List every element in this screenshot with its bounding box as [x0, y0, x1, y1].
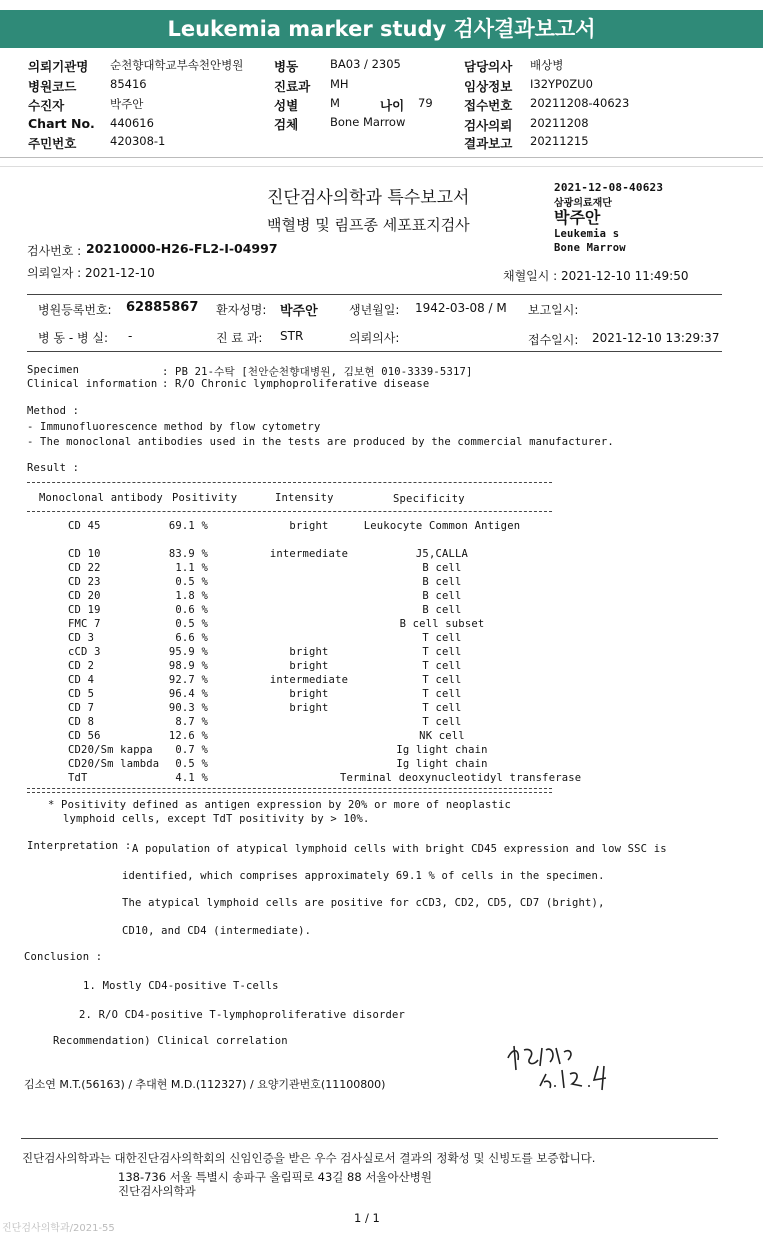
value-physician: 배상병 — [530, 58, 564, 72]
recommendation: Recommendation) Clinical correlation — [53, 1035, 288, 1047]
intensity-value: bright — [289, 660, 329, 672]
intensity-value: intermediate — [269, 674, 349, 686]
positivity-value: 8.7 % — [175, 716, 208, 728]
label-receipt-no: 접수번호 — [464, 98, 513, 113]
positivity-value: 83.9 % — [168, 548, 208, 560]
department-name: 진단검사의학과 — [118, 1184, 196, 1198]
positivity-value: 0.6 % — [175, 604, 208, 616]
value-clinical-code: I32YP0ZU0 — [530, 77, 593, 91]
th-intensity: Intensity — [275, 492, 334, 504]
positivity-value: 1.1 % — [175, 562, 208, 574]
specificity-value: Terminal deoxynucleotidyl transferase — [340, 772, 582, 784]
value-ward: BA03 / 2305 — [330, 57, 401, 71]
value-receipt-no: 20211208-40623 — [530, 96, 630, 110]
ward: - — [128, 329, 133, 343]
footer-cut-text: 진단검사의학과/2021-55 — [2, 1223, 115, 1234]
specificity-value: B cell — [422, 576, 462, 588]
antibody-name: CD 5 — [68, 688, 95, 700]
value-institution: 순천향대학교부속천안병원 — [110, 58, 244, 72]
conclusion-2: 2. R/O CD4-positive T-lymphoproliferative disorder — [79, 1009, 406, 1021]
specificity-value: T cell — [422, 688, 462, 700]
value-chart-no: 440616 — [110, 116, 154, 130]
intensity-value: bright — [289, 702, 329, 714]
label-ward: 병동 — [274, 59, 299, 74]
positivity-value: 12.6 % — [168, 730, 208, 742]
received-date: 2021-12-10 13:29:37 — [592, 331, 720, 345]
positivity-value: 0.5 % — [175, 618, 208, 630]
interpretation-label: Interpretation : — [27, 840, 132, 852]
report-date-label: 보고일시: — [528, 303, 579, 317]
label-sex: 성별 — [274, 98, 299, 113]
positivity-value: 0.5 % — [175, 758, 208, 770]
antibody-name: CD 3 — [68, 632, 95, 644]
label-resident-no: 주민번호 — [28, 136, 77, 151]
interpretation-1: A population of atypical lymphoid cells with bright CD45 expression and low SSC is — [132, 843, 667, 855]
clinical-label: Clinical information — [27, 378, 158, 390]
specificity-value: T cell — [422, 674, 462, 686]
patient-top-line — [27, 294, 722, 295]
positivity-value: 6.6 % — [175, 632, 208, 644]
table-top-rule — [27, 482, 552, 483]
th-specificity: Specificity — [393, 493, 465, 505]
value-specimen-type: Bone Marrow — [330, 115, 406, 129]
label-specimen-type: 검체 — [274, 117, 299, 132]
method-label: Method : — [27, 405, 80, 417]
intensity-value: intermediate — [269, 548, 349, 560]
report-subheading: 백혈병 및 림프종 세포표지검사 — [267, 216, 470, 234]
exam-number: 20210000-H26-FL2-I-04997 — [86, 241, 278, 256]
interpretation-3: The atypical lymphoid cells are positive for cCD3, CD2, CD5, CD7 (bright), — [122, 897, 605, 909]
specimen-value: : PB 21-수탁 [천안순천향대병원, 김보현 010-3339-5317] — [162, 366, 473, 378]
intensity-value: bright — [289, 646, 329, 658]
antibody-name: FMC 7 — [68, 618, 101, 630]
label-clinical-code: 임상정보 — [464, 79, 513, 94]
label-test: Leukemia s — [554, 228, 620, 240]
positivity-value: 96.4 % — [168, 688, 208, 700]
positivity-value: 1.8 % — [175, 590, 208, 602]
address: 138-736 서울 특별시 송파구 올림픽로 43길 88 서울아산병원 — [118, 1170, 432, 1184]
antibody-name: CD 10 — [68, 548, 101, 560]
footer-rule — [21, 1138, 718, 1139]
specimen-label-text: Specimen — [27, 364, 80, 376]
table-header-rule — [27, 511, 552, 512]
th-antibody: Monoclonal antibody — [39, 492, 163, 504]
label-department: 진료과 — [274, 79, 311, 94]
specificity-value: Leukocyte Common Antigen — [363, 520, 521, 532]
antibody-name: CD 23 — [68, 576, 101, 588]
request-date: 의뢰일자 : 2021-12-10 — [27, 266, 155, 280]
specificity-value: J5,CALLA — [415, 548, 469, 560]
method-2: - The monoclonal antibodies used in the tests are produced by the commercial manufacturer. — [27, 436, 614, 448]
label-patient: 수진자 — [28, 98, 65, 113]
label-name: 박주안 — [554, 208, 601, 227]
patient-bottom-line — [27, 351, 722, 352]
dob: 1942-03-08 / M — [415, 301, 507, 315]
positivity-value: 95.9 % — [168, 646, 208, 658]
footnote-1: * Positivity defined as antigen expression by 20% or more of neoplastic — [48, 799, 512, 811]
interpretation-2: identified, which comprises approximately 69.1 % of cells in the specimen. — [122, 870, 605, 882]
label-org: 삼광의료재단 — [554, 198, 612, 209]
report-heading: 진단검사의학과 특수보고서 — [267, 188, 470, 208]
exam-number-label: 검사번호 : — [27, 244, 82, 258]
positivity-value: 92.7 % — [168, 674, 208, 686]
reg-no-label: 병원등록번호: — [38, 303, 112, 317]
patient-name-label: 환자성명: — [216, 303, 267, 317]
result-label: Result : — [27, 462, 80, 474]
label-institution: 의뢰기관명 — [28, 59, 89, 74]
positivity-value: 69.1 % — [168, 520, 208, 532]
header-divider-2 — [0, 166, 763, 167]
intensity-value: bright — [289, 520, 329, 532]
antibody-name: CD 19 — [68, 604, 101, 616]
th-positivity: Positivity — [172, 492, 238, 504]
antibody-name: CD 8 — [68, 716, 95, 728]
specificity-value: B cell — [422, 562, 462, 574]
specificity-value: T cell — [422, 646, 462, 658]
label-request-date: 검사의뢰 — [464, 118, 513, 133]
specificity-value: B cell — [422, 604, 462, 616]
header-divider — [0, 157, 763, 158]
report-title: Leukemia marker study 검사결과보고서 — [167, 17, 596, 41]
specificity-value: Ig light chain — [396, 744, 488, 756]
specificity-value: B cell — [422, 590, 462, 602]
value-resident-no: 420308-1 — [110, 134, 166, 148]
positivity-value: 90.3 % — [168, 702, 208, 714]
method-1: - Immunofluorescence method by flow cytometry — [27, 421, 321, 433]
conclusion-1: 1. Mostly CD4-positive T-cells — [83, 980, 279, 992]
value-patient: 박주안 — [110, 97, 144, 111]
footnote-2: lymphoid cells, except TdT positivity by > 10%. — [63, 813, 370, 825]
antibody-name: TdT — [68, 772, 88, 784]
specificity-value: B cell subset — [399, 618, 485, 630]
value-result-date: 20211215 — [530, 134, 589, 148]
label-physician: 담당의사 — [464, 59, 513, 74]
antibody-name: CD 45 — [68, 520, 101, 532]
value-hospital-code: 85416 — [110, 77, 147, 91]
positivity-value: 4.1 % — [175, 772, 208, 784]
specificity-value: T cell — [422, 660, 462, 672]
antibody-name: CD 2 — [68, 660, 95, 672]
value-request-date: 20211208 — [530, 116, 589, 130]
label-chart-no: Chart No. — [28, 116, 95, 131]
table-bottom-rule-2 — [27, 792, 552, 793]
antibody-name: CD20/Sm lambda — [68, 758, 160, 770]
clinical-value: : R/O Chronic lymphoproliferative disease — [162, 378, 430, 390]
intensity-value: bright — [289, 688, 329, 700]
dob-label: 생년월일: — [349, 303, 400, 317]
value-age: 79 — [418, 96, 433, 110]
specificity-value: T cell — [422, 716, 462, 728]
dept-label: 진 료 과: — [216, 331, 263, 345]
positivity-value: 0.7 % — [175, 744, 208, 756]
interpretation-4: CD10, and CD4 (intermediate). — [122, 925, 312, 937]
signers: 김소연 M.T.(56163) / 추대현 M.D.(112327) / 요양기관번호(11100800) — [24, 1078, 386, 1091]
table-bottom-rule — [27, 788, 552, 789]
label-result-date: 결과보고 — [464, 136, 513, 151]
positivity-value: 98.9 % — [168, 660, 208, 672]
conclusion-label: Conclusion : — [24, 951, 103, 963]
patient-name: 박주안 — [280, 304, 318, 319]
specificity-value: Ig light chain — [396, 758, 488, 770]
specificity-value: NK cell — [419, 730, 465, 742]
label-hospital-code: 병원코드 — [28, 79, 77, 94]
value-department: MH — [330, 77, 349, 91]
label-age: 나이 — [380, 98, 405, 113]
collect-date: 채혈일시 : 2021-12-10 11:49:50 — [503, 269, 689, 283]
antibody-name: cCD 3 — [68, 646, 101, 658]
handwritten-signature — [490, 1036, 640, 1094]
antibody-name: CD 7 — [68, 702, 95, 714]
antibody-name: CD 20 — [68, 590, 101, 602]
positivity-value: 0.5 % — [175, 576, 208, 588]
specificity-value: T cell — [422, 632, 462, 644]
antibody-name: CD20/Sm kappa — [68, 744, 153, 756]
label-number: 2021-12-08-40623 — [554, 181, 664, 194]
value-sex: M — [330, 96, 340, 110]
label-specimen: Bone Marrow — [554, 242, 626, 254]
report-title-bar — [0, 10, 763, 48]
antibody-name: CD 56 — [68, 730, 101, 742]
specificity-value: T cell — [422, 702, 462, 714]
certification-text: 진단검사의학과는 대한진단검사의학회의 신임인증을 받은 우수 검사실로서 결과의 정확성 및 신빙도를 보증합니다. — [22, 1151, 596, 1165]
page-number: 1 / 1 — [354, 1211, 380, 1225]
req-doctor-label: 의뢰의사: — [349, 331, 400, 345]
antibody-name: CD 4 — [68, 674, 95, 686]
ward-label: 병 동 - 병 실: — [38, 331, 108, 345]
antibody-name: CD 22 — [68, 562, 101, 574]
dept: STR — [280, 329, 304, 343]
received-label: 접수일시: — [528, 333, 579, 347]
reg-no: 62885867 — [126, 300, 199, 315]
